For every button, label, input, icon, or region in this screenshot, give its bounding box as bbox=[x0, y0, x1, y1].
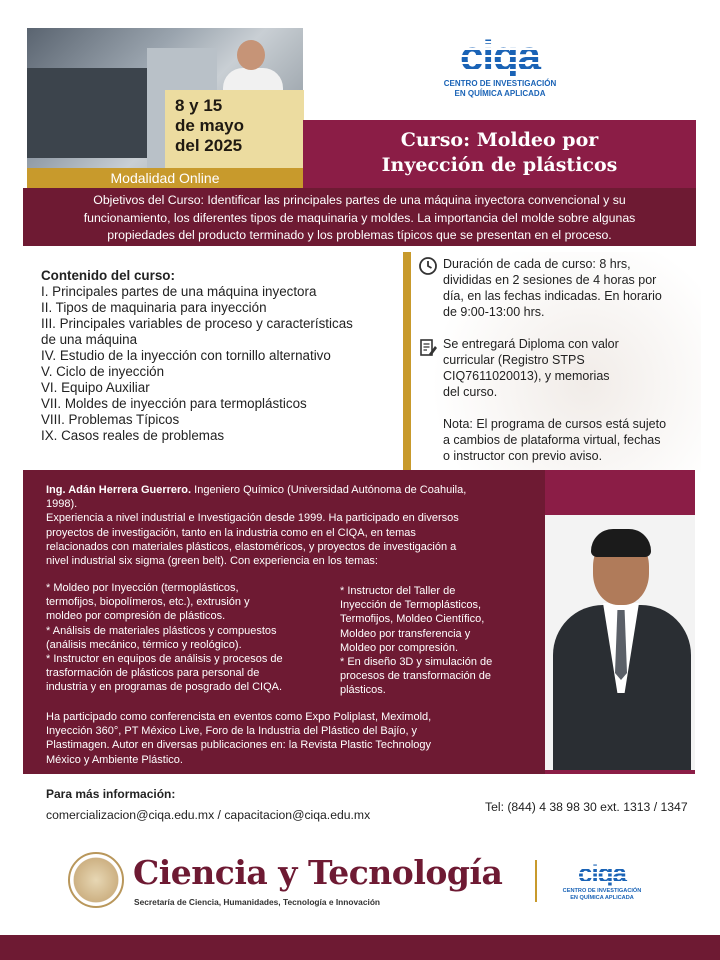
diploma-line: Se entregará Diploma con valor bbox=[443, 337, 619, 351]
objetivos-line-3: propiedades del producto terminado y los problemas típicos que se presentan en el proceso. bbox=[107, 228, 612, 242]
instructor-exp-line: nivel industrial six sigma (green belt). Con experiencia en los temas: bbox=[46, 555, 378, 568]
footer-brand: Ciencia y Tecnología bbox=[133, 853, 503, 892]
instructor-topics-left bbox=[46, 581, 336, 695]
contenido-item: VIII. Problemas Típicos bbox=[41, 412, 180, 427]
ciqa-logo-word: ciqa bbox=[420, 36, 580, 76]
footer-ciqa-sub2: EN QUÍMICA APLICADA bbox=[570, 895, 634, 901]
diploma-line: CIQ7611020013), y memorias bbox=[443, 369, 610, 383]
instructor-topics-right bbox=[340, 584, 540, 698]
contenido-list bbox=[41, 268, 401, 444]
topic-line: plásticos. bbox=[340, 684, 386, 697]
topic-line: Moldeo por compresión. bbox=[340, 641, 459, 654]
contact-heading: Para más información: bbox=[46, 787, 176, 801]
course-title-line-1: Curso: Moldeo por bbox=[400, 129, 599, 151]
topic-line: (análisis mecánico, térmico y reológico). bbox=[46, 638, 242, 651]
topic-line: trasformación de plásticos para personal de bbox=[46, 667, 260, 680]
duracion-line: Duración de cada de curso: 8 hrs, bbox=[443, 257, 631, 271]
objetivos-line-2: funcionamiento, los diferentes tipos de maquinaria y moldes. La importancia del molde sobre algunas bbox=[83, 210, 636, 225]
instructor-intro-rest: Ingeniero Químico (Universidad Autónoma de Coahuila, bbox=[191, 484, 467, 496]
contenido-heading: Contenido del curso: bbox=[41, 268, 175, 283]
contenido-item: III. Principales variables de proceso y características bbox=[41, 316, 353, 331]
diploma-text bbox=[443, 336, 619, 400]
contenido-item: VII. Moldes de inyección para termoplásticos bbox=[41, 396, 307, 411]
conference-line: Inyección 360°, PT México Live, Foro de la Industria del Plástico del Bajío, y bbox=[46, 725, 418, 738]
course-title-line-2: Inyección de plásticos bbox=[381, 154, 618, 176]
nota-line: a cambios de plataforma virtual, fechas bbox=[443, 433, 661, 447]
course-dates bbox=[165, 90, 304, 168]
contact-phone: Tel: (844) 4 38 98 30 ext. 1313 / 1347 bbox=[485, 800, 688, 814]
footer-secretaria: Secretaría de Ciencia, Humanidades, Tecnología e Innovación bbox=[134, 897, 381, 907]
nota-line: Nota: El programa de cursos está sujeto bbox=[443, 417, 667, 431]
duracion-text bbox=[443, 256, 662, 320]
topic-line: * Análisis de materiales plásticos y compuestos bbox=[46, 624, 277, 637]
contenido-item: VI. Equipo Auxiliar bbox=[41, 380, 150, 395]
conference-line: México y Ambiente Plástico. bbox=[46, 753, 183, 766]
topic-line: Inyección de Termoplásticos, bbox=[340, 599, 482, 612]
diploma-line: del curso. bbox=[443, 385, 498, 399]
instructor-exp-line: relacionados con materiales plásticos, elastoméricos, y proyectos de investigación a bbox=[46, 540, 457, 553]
topic-line: Moldeo por transferencia y bbox=[340, 627, 471, 640]
ciqa-logo-sub2: EN QUÍMICA APLICADA bbox=[454, 89, 546, 98]
modalidad-label: Modalidad Online bbox=[27, 168, 303, 188]
footer-divider bbox=[535, 860, 537, 902]
footer-ciqa-logo bbox=[552, 860, 652, 902]
instructor-exp-line: Experiencia a nivel industrial e Investigación desde 1999. Ha participado en diversos bbox=[46, 512, 459, 525]
footer-ciqa-sub1: CENTRO DE INVESTIGACIÓN bbox=[562, 888, 642, 894]
instructor-intro bbox=[46, 483, 536, 568]
topic-line: industria y en programas de posgrado del CIQA. bbox=[46, 681, 283, 694]
objetivos-line-1: Objetivos del Curso: Identificar las principales partes de una máquina inyectora convencional y su bbox=[93, 193, 626, 207]
duracion-line: día, en las fechas indicadas. En horario bbox=[443, 289, 662, 303]
conference-line: Ha participado como conferencista en eventos como Expo Poliplast, Meximold, bbox=[46, 711, 432, 723]
nota-line: o instructor con previo aviso. bbox=[443, 449, 603, 463]
date-line-1: 8 y 15 bbox=[175, 96, 223, 115]
topic-line: * Instructor del Taller de bbox=[340, 585, 456, 597]
instructor-photo bbox=[545, 515, 695, 770]
objetivos-box bbox=[23, 188, 696, 246]
instructor-exp-line: proyectos de investigación, tanto en la industria como en el CIQA, en temas bbox=[46, 526, 416, 539]
contenido-item: I. Principales partes de una máquina inyectora bbox=[41, 284, 317, 299]
conference-line: Plastimagen. Autor en diversas publicaciones en: la Revista Plastic Technology bbox=[46, 739, 432, 752]
document-edit-icon bbox=[418, 338, 438, 358]
contenido-item: de una máquina bbox=[41, 332, 138, 347]
course-title bbox=[303, 120, 696, 188]
topic-line: * Instructor en equipos de análisis y procesos de bbox=[46, 653, 283, 666]
duracion-line: de 9:00-13:00 hrs. bbox=[443, 305, 545, 319]
contenido-item: IX. Casos reales de problemas bbox=[41, 428, 225, 443]
national-seal-icon bbox=[68, 852, 124, 908]
clock-icon bbox=[418, 256, 438, 276]
diploma-line: curricular (Registro STPS bbox=[443, 353, 585, 367]
instructor-intro-line: 1998). bbox=[46, 498, 78, 511]
topic-line: procesos de transformación de bbox=[340, 670, 492, 683]
date-line-3: del 2025 bbox=[175, 136, 243, 155]
topic-line: moldeo por compresión de plásticos. bbox=[46, 610, 226, 623]
footer-ciqa-word: ciqa bbox=[552, 860, 652, 886]
instructor-name: Ing. Adán Herrera Guerrero. bbox=[46, 484, 192, 496]
contenido-item: II. Tipos de maquinaria para inyección bbox=[41, 300, 267, 315]
topic-line: termofijos, biopolímeros, etc.), extrusión y bbox=[46, 596, 250, 609]
date-line-2: de mayo bbox=[175, 116, 244, 135]
topic-line: * En diseño 3D y simulación de bbox=[340, 656, 493, 669]
topic-line: * Moldeo por Inyección (termoplásticos, bbox=[46, 582, 239, 594]
instructor-conferences bbox=[46, 710, 536, 767]
bottom-bar bbox=[0, 935, 720, 960]
gold-divider bbox=[403, 252, 411, 472]
ciqa-logo bbox=[420, 32, 580, 106]
topic-line: Termofijos, Moldeo Científico, bbox=[340, 613, 485, 626]
nota-text bbox=[443, 416, 666, 464]
contenido-item: V. Ciclo de inyección bbox=[41, 364, 165, 379]
ciqa-logo-sub1: CENTRO DE INVESTIGACIÓN bbox=[443, 79, 557, 88]
contenido-item: IV. Estudio de la inyección con tornillo alternativo bbox=[41, 348, 331, 363]
duracion-line: divididas en 2 sesiones de 4 horas por bbox=[443, 273, 657, 287]
contact-emails[interactable]: comercializacion@ciqa.edu.mx / capacitacion@ciqa.edu.mx bbox=[46, 808, 371, 822]
